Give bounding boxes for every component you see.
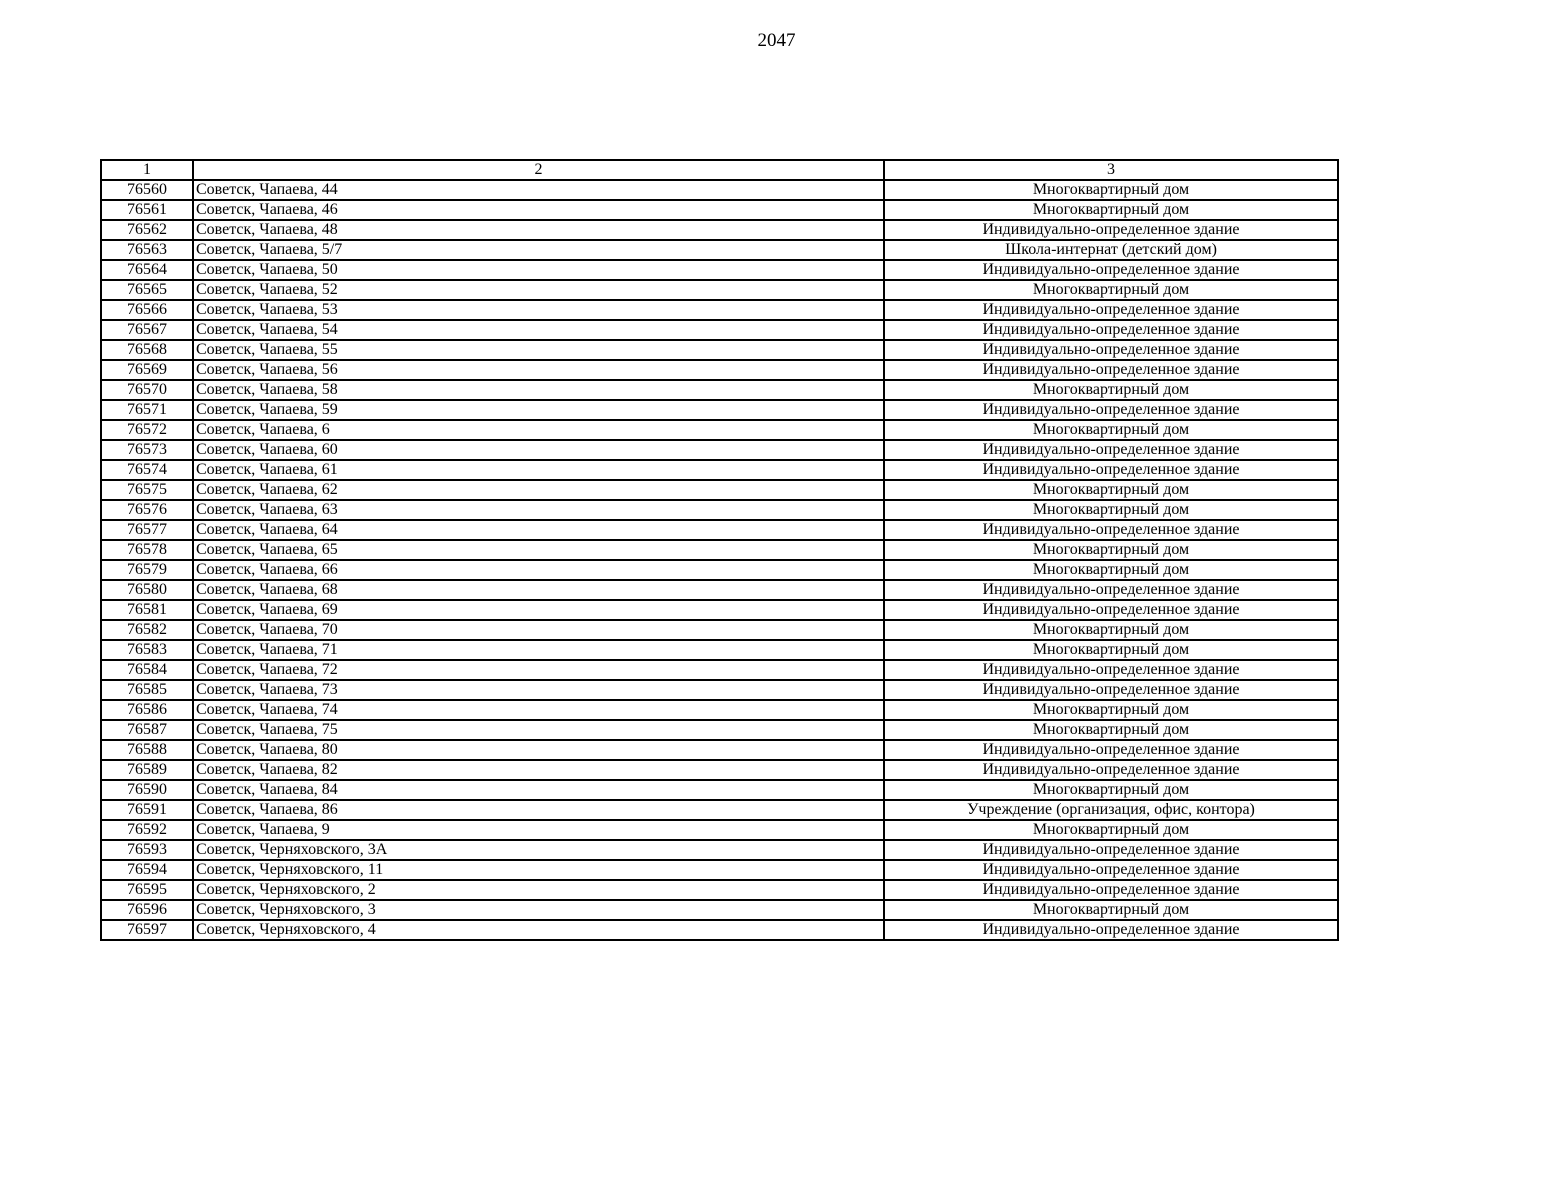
cell-record-id: 76562 [101,220,193,240]
table-row [101,800,1338,820]
cell-address: Советск, Чапаева, 63 [193,500,884,520]
table-row [101,220,1338,240]
table-row [101,540,1338,560]
cell-address: Советск, Чапаева, 71 [193,640,884,660]
cell-address: Советск, Чапаева, 48 [193,220,884,240]
cell-address: Советск, Чапаева, 65 [193,540,884,560]
cell-object-type: Индивидуально-определенное здание [884,320,1338,340]
cell-address: Советск, Чапаева, 80 [193,740,884,760]
cell-address: Советск, Черняховского, 2 [193,880,884,900]
cell-record-id: 76581 [101,600,193,620]
cell-object-type: Индивидуально-определенное здание [884,520,1338,540]
cell-object-type: Индивидуально-определенное здание [884,300,1338,320]
cell-address: Советск, Чапаева, 46 [193,200,884,220]
table-row [101,740,1338,760]
cell-object-type: Многоквартирный дом [884,820,1338,840]
column-number-2: 2 [193,160,884,180]
cell-object-type: Многоквартирный дом [884,560,1338,580]
cell-record-id: 76563 [101,240,193,260]
table-row [101,500,1338,520]
table-row [101,820,1338,840]
cell-record-id: 76573 [101,440,193,460]
cell-record-id: 76577 [101,520,193,540]
table-row [101,880,1338,900]
cell-object-type: Индивидуально-определенное здание [884,740,1338,760]
cell-record-id: 76587 [101,720,193,740]
cell-record-id: 76583 [101,640,193,660]
table-row [101,180,1338,200]
table-row [101,420,1338,440]
cell-record-id: 76584 [101,660,193,680]
cell-object-type: Многоквартирный дом [884,540,1338,560]
table-row [101,760,1338,780]
column-number-1: 1 [101,160,193,180]
cell-record-id: 76582 [101,620,193,640]
cell-object-type: Многоквартирный дом [884,640,1338,660]
cell-address: Советск, Чапаева, 64 [193,520,884,540]
cell-address: Советск, Чапаева, 66 [193,560,884,580]
cell-address: Советск, Чапаева, 82 [193,760,884,780]
cell-address: Советск, Чапаева, 44 [193,180,884,200]
cell-address: Советск, Чапаева, 9 [193,820,884,840]
cell-object-type: Индивидуально-определенное здание [884,680,1338,700]
cell-record-id: 76571 [101,400,193,420]
cell-object-type: Многоквартирный дом [884,420,1338,440]
cell-record-id: 76569 [101,360,193,380]
cell-record-id: 76560 [101,180,193,200]
cell-record-id: 76595 [101,880,193,900]
cell-object-type: Многоквартирный дом [884,720,1338,740]
cell-object-type: Учреждение (организация, офис, контора) [884,800,1338,820]
cell-object-type: Индивидуально-определенное здание [884,920,1338,940]
table-row [101,300,1338,320]
cell-object-type: Индивидуально-определенное здание [884,600,1338,620]
registry-table-body [101,160,1338,940]
cell-address: Советск, Чапаева, 59 [193,400,884,420]
cell-record-id: 76578 [101,540,193,560]
cell-record-id: 76589 [101,760,193,780]
cell-object-type: Школа-интернат (детский дом) [884,240,1338,260]
cell-object-type: Индивидуально-определенное здание [884,860,1338,880]
cell-record-id: 76568 [101,340,193,360]
cell-record-id: 76594 [101,860,193,880]
table-row [101,360,1338,380]
table-row [101,720,1338,740]
table-row [101,700,1338,720]
table-row [101,680,1338,700]
cell-record-id: 76576 [101,500,193,520]
cell-record-id: 76588 [101,740,193,760]
table-row [101,620,1338,640]
cell-object-type: Многоквартирный дом [884,480,1338,500]
cell-address: Советск, Чапаева, 69 [193,600,884,620]
cell-record-id: 76564 [101,260,193,280]
page-number: 2047 [757,30,796,51]
cell-record-id: 76593 [101,840,193,860]
cell-object-type: Многоквартирный дом [884,780,1338,800]
cell-object-type: Многоквартирный дом [884,900,1338,920]
cell-record-id: 76574 [101,460,193,480]
cell-address: Советск, Чапаева, 52 [193,280,884,300]
cell-address: Советск, Чапаева, 68 [193,580,884,600]
table-row [101,400,1338,420]
table-row [101,660,1338,680]
cell-record-id: 76590 [101,780,193,800]
cell-address: Советск, Черняховского, 3 [193,900,884,920]
cell-object-type: Индивидуально-определенное здание [884,440,1338,460]
cell-address: Советск, Черняховского, 3А [193,840,884,860]
table-row [101,840,1338,860]
cell-object-type: Многоквартирный дом [884,200,1338,220]
cell-object-type: Многоквартирный дом [884,380,1338,400]
cell-address: Советск, Чапаева, 72 [193,660,884,680]
cell-object-type: Многоквартирный дом [884,620,1338,640]
table-row [101,780,1338,800]
table-row [101,600,1338,620]
cell-object-type: Многоквартирный дом [884,500,1338,520]
cell-address: Советск, Черняховского, 11 [193,860,884,880]
table-row [101,560,1338,580]
table-row [101,640,1338,660]
table-row [101,200,1338,220]
cell-object-type: Многоквартирный дом [884,700,1338,720]
cell-record-id: 76586 [101,700,193,720]
table-row [101,260,1338,280]
table-row [101,520,1338,540]
cell-address: Советск, Чапаева, 5/7 [193,240,884,260]
cell-record-id: 76585 [101,680,193,700]
cell-record-id: 76592 [101,820,193,840]
table-row [101,380,1338,400]
cell-address: Советск, Чапаева, 6 [193,420,884,440]
cell-object-type: Индивидуально-определенное здание [884,580,1338,600]
cell-object-type: Индивидуально-определенное здание [884,660,1338,680]
cell-address: Советск, Чапаева, 86 [193,800,884,820]
table-row [101,440,1338,460]
cell-record-id: 76570 [101,380,193,400]
cell-address: Советск, Чапаева, 50 [193,260,884,280]
cell-object-type: Индивидуально-определенное здание [884,840,1338,860]
cell-record-id: 76575 [101,480,193,500]
cell-record-id: 76567 [101,320,193,340]
cell-address: Советск, Чапаева, 70 [193,620,884,640]
table-row [101,280,1338,300]
cell-address: Советск, Чапаева, 53 [193,300,884,320]
cell-object-type: Индивидуально-определенное здание [884,880,1338,900]
registry-table [100,159,1339,941]
table-row [101,860,1338,880]
cell-address: Советск, Чапаева, 61 [193,460,884,480]
cell-object-type: Индивидуально-определенное здание [884,340,1338,360]
cell-address: Советск, Чапаева, 75 [193,720,884,740]
cell-record-id: 76572 [101,420,193,440]
cell-object-type: Индивидуально-определенное здание [884,400,1338,420]
cell-record-id: 76579 [101,560,193,580]
table-row [101,340,1338,360]
table-row [101,240,1338,260]
cell-address: Советск, Чапаева, 73 [193,680,884,700]
cell-object-type: Индивидуально-определенное здание [884,360,1338,380]
cell-address: Советск, Чапаева, 62 [193,480,884,500]
cell-record-id: 76566 [101,300,193,320]
cell-object-type: Индивидуально-определенное здание [884,760,1338,780]
cell-address: Советск, Чапаева, 60 [193,440,884,460]
cell-object-type: Многоквартирный дом [884,180,1338,200]
table-header-row [101,160,1338,180]
table-row [101,320,1338,340]
cell-record-id: 76597 [101,920,193,940]
table-row [101,900,1338,920]
cell-object-type: Индивидуально-определенное здание [884,260,1338,280]
cell-address: Советск, Чапаева, 55 [193,340,884,360]
cell-record-id: 76591 [101,800,193,820]
cell-record-id: 76580 [101,580,193,600]
cell-object-type: Индивидуально-определенное здание [884,460,1338,480]
cell-object-type: Индивидуально-определенное здание [884,220,1338,240]
cell-record-id: 76561 [101,200,193,220]
cell-object-type: Многоквартирный дом [884,280,1338,300]
cell-address: Советск, Чапаева, 84 [193,780,884,800]
cell-address: Советск, Черняховского, 4 [193,920,884,940]
cell-address: Советск, Чапаева, 56 [193,360,884,380]
table-row [101,580,1338,600]
cell-address: Советск, Чапаева, 74 [193,700,884,720]
cell-record-id: 76596 [101,900,193,920]
cell-address: Советск, Чапаева, 54 [193,320,884,340]
cell-record-id: 76565 [101,280,193,300]
table-row [101,920,1338,940]
table-row [101,480,1338,500]
cell-address: Советск, Чапаева, 58 [193,380,884,400]
table-row [101,460,1338,480]
column-number-3: 3 [884,160,1338,180]
